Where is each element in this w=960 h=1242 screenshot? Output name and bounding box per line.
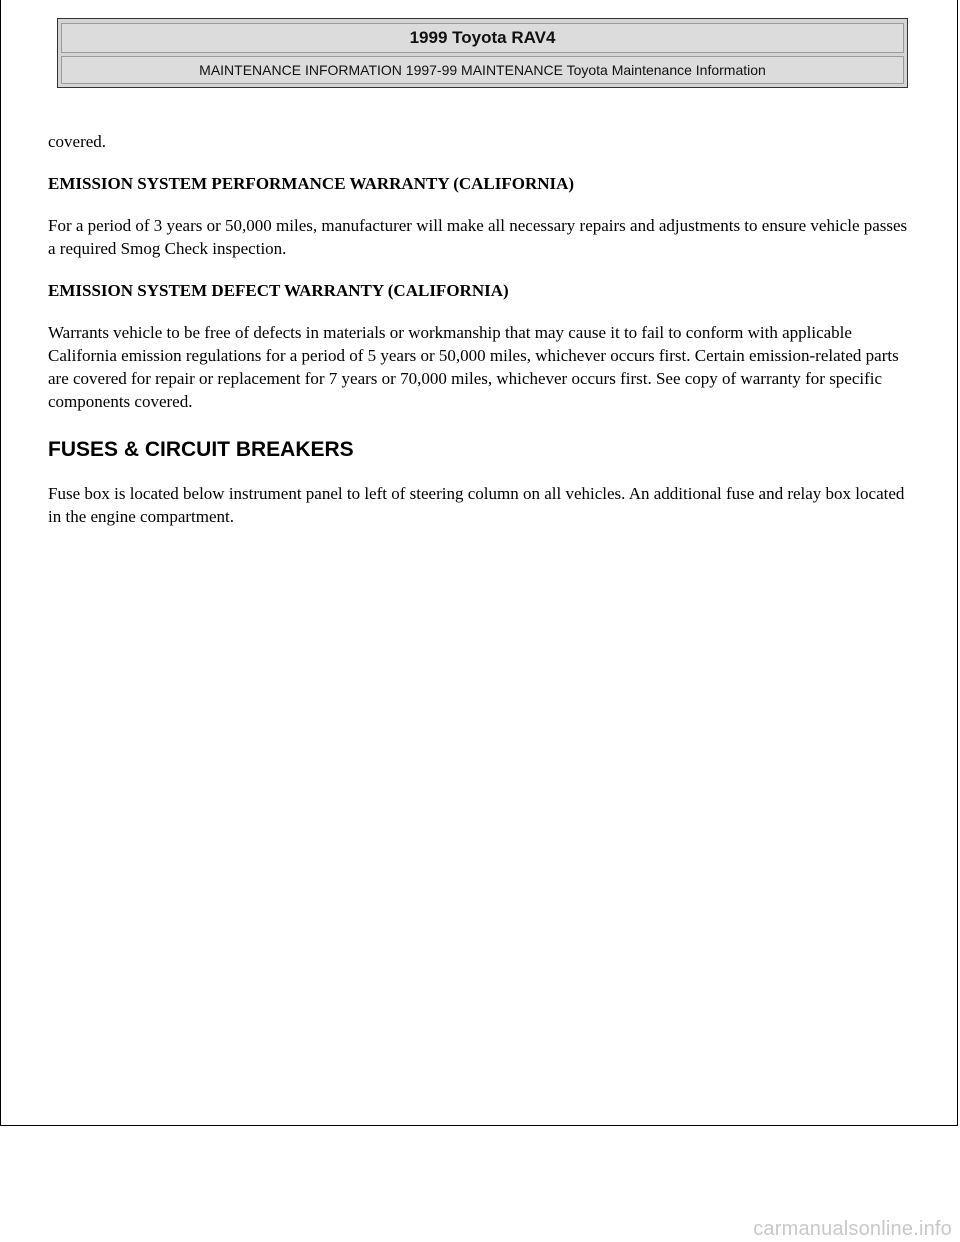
document-title: 1999 Toyota RAV4 <box>61 23 904 53</box>
section-heading-performance-warranty: EMISSION SYSTEM PERFORMANCE WARRANTY (CALIFORNIA) <box>48 174 575 193</box>
intro-text: covered. <box>48 132 107 151</box>
section-heading-fuses: FUSES & CIRCUIT BREAKERS <box>48 438 354 461</box>
document-subtitle: MAINTENANCE INFORMATION 1997-99 MAINTENANCE Toyota Maintenance Information <box>61 56 904 84</box>
section-body-fuses: Fuse box is located below instrument panel to left of steering column on all vehicles. An additional fuse and relay box located in the engine compartment. <box>48 484 905 526</box>
section-heading-defect-warranty: EMISSION SYSTEM DEFECT WARRANTY (CALIFORNIA) <box>48 281 509 300</box>
document-body <box>48 130 908 547</box>
section-body-defect-warranty: Warrants vehicle to be free of defects in materials or workmanship that may cause it to fail to conform with applicable California emission regulations for a period of 5 years or 50,000 miles, whichever occurs first. Certain emission-related parts are covered for repair or replacement for 7 years or 70,000 miles, whichever occurs first. See copy of warranty for specific components covered. <box>48 323 899 411</box>
section-body-performance-warranty: For a period of 3 years or 50,000 miles, manufacturer will make all necessary repairs and adjustments to ensure vehicle passes a required Smog Check inspection. <box>48 216 908 258</box>
site-watermark: carmanualsonline.info <box>753 1217 952 1240</box>
document-header <box>57 18 908 88</box>
